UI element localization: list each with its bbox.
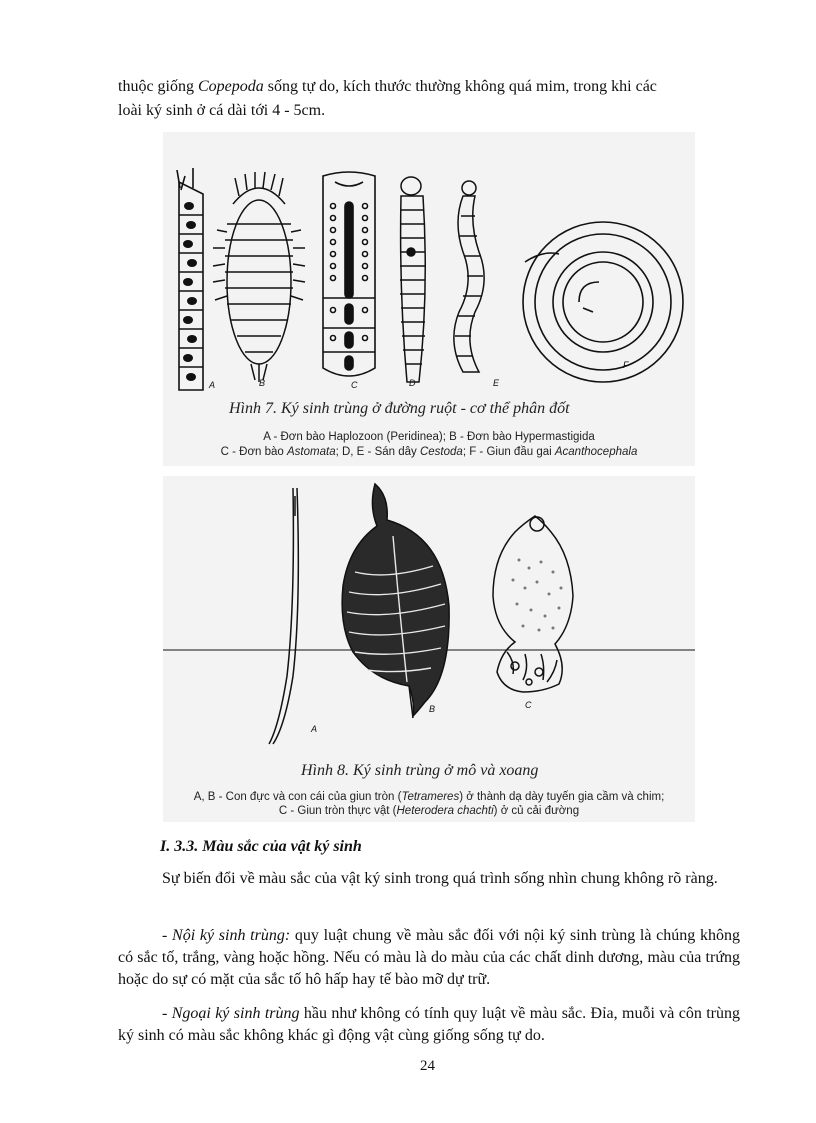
ectoparasite-term: - Ngoại ký sinh trùng [162,1005,300,1022]
organism-8a [269,488,298,744]
fig7-cap2c: ; F - Giun đầu gai [462,446,555,458]
figure-7 [163,132,695,466]
figure-7-title: Hình 7. Ký sinh trùng ở đường ruột - cơ thể phân đốt [229,400,570,417]
paragraph-1 [118,868,740,890]
organism-b [213,172,305,382]
genus-copepoda: Copepoda [198,78,264,95]
fig7-cap2-genus2: Cestoda [419,446,463,458]
page-number: 24 [420,1058,435,1074]
fig8-cap1a: A, B - Con đực và con cái của giun tròn ( [193,791,402,803]
figure-7-illustration [163,132,695,394]
fig7-letter-a: A [209,380,216,390]
fig7-letter-b: B [259,378,266,388]
intro-line-1 [118,76,740,98]
organism-c [323,172,375,376]
fig8-letter-a: A [311,724,318,734]
figure-7-caption-line-2 [163,445,695,460]
paragraph-1-text: Sự biến đổi về màu sắc của vật ký sinh trong quá trình sống nhìn chung không rõ ràng. [162,870,718,887]
intro-text-3: m, trong khi các [552,78,657,95]
organism-d [400,177,425,382]
organism-a [177,168,203,390]
figure-8-caption-line-2 [163,804,695,819]
figure-8-title: Hình 8. Ký sinh trùng ở mô và xoang [301,762,539,779]
fig7-cap2a: C - Đơn bào [220,446,288,458]
paragraph-3-text: hầu như không có tính quy luật về màu sắc. Đỉa, muỗi và côn trùng ký sinh có màu sắc không khác gì động vật cùng giống sống tự do. [118,1005,740,1044]
organism-8b [342,484,449,718]
fig8-letter-b: B [429,704,436,714]
fig8-cap1-genus: Tetrameres [401,791,460,803]
fig8-cap2b: ) ở củ cải đường [493,805,580,817]
fig8-cap2-species: Heterodera chachti [396,805,494,817]
intro-text: thuộc giống [118,78,198,95]
fig7-letter-d: D [409,378,416,388]
figure-8-illustration [163,476,695,750]
fig7-cap2b: ; D, E - Sán dây [335,446,420,458]
organism-e [454,181,484,372]
figure-7-caption-line-1 [163,430,695,445]
fig7-letter-f: F [623,360,629,370]
paragraph-2-text: quy luật chung về màu sắc đối với nội ký sinh trùng là chúng không có sắc tố, trắng, vàng hoặc hồng. Nếu có màu là do màu của các chất dinh dương, màu của trứng hoặc do sự có mặt của sắc tố hô hấp hay tế bào mỡ dự trữ. [118,927,740,988]
intro-line-2: loài ký sinh ở cá dài tới 4 - 5cm. [118,102,326,119]
paragraph-3 [118,1003,740,1047]
organism-8c [493,516,573,692]
fig7-letter-e: E [493,378,500,388]
figure-8 [163,476,695,822]
fig7-cap1: A - Đơn bào Haplozoon (Peridinea); B - Đơn bào Hypermastigida [263,431,595,443]
intro-text-2: sống tự do, kích thước thường không quá mi [263,78,553,95]
paragraph-2 [118,925,740,991]
fig8-cap1b: ) ở thành dạ dày tuyến gia cầm và chim; [459,791,665,803]
figure-8-caption-line-1 [163,790,695,805]
fig7-cap2-genus3: Acanthocephala [554,446,638,458]
fig8-letter-c: C [525,700,532,710]
organism-f [523,222,683,382]
endoparasite-term: - Nội ký sinh trùng: [162,927,291,944]
fig8-cap2a: C - Giun tròn thực vật ( [278,805,397,817]
fig7-letter-c: C [351,380,358,390]
section-heading: I. 3.3. Màu sắc của vật ký sinh [160,838,362,855]
fig7-cap2-genus1: Astomata [287,446,336,458]
